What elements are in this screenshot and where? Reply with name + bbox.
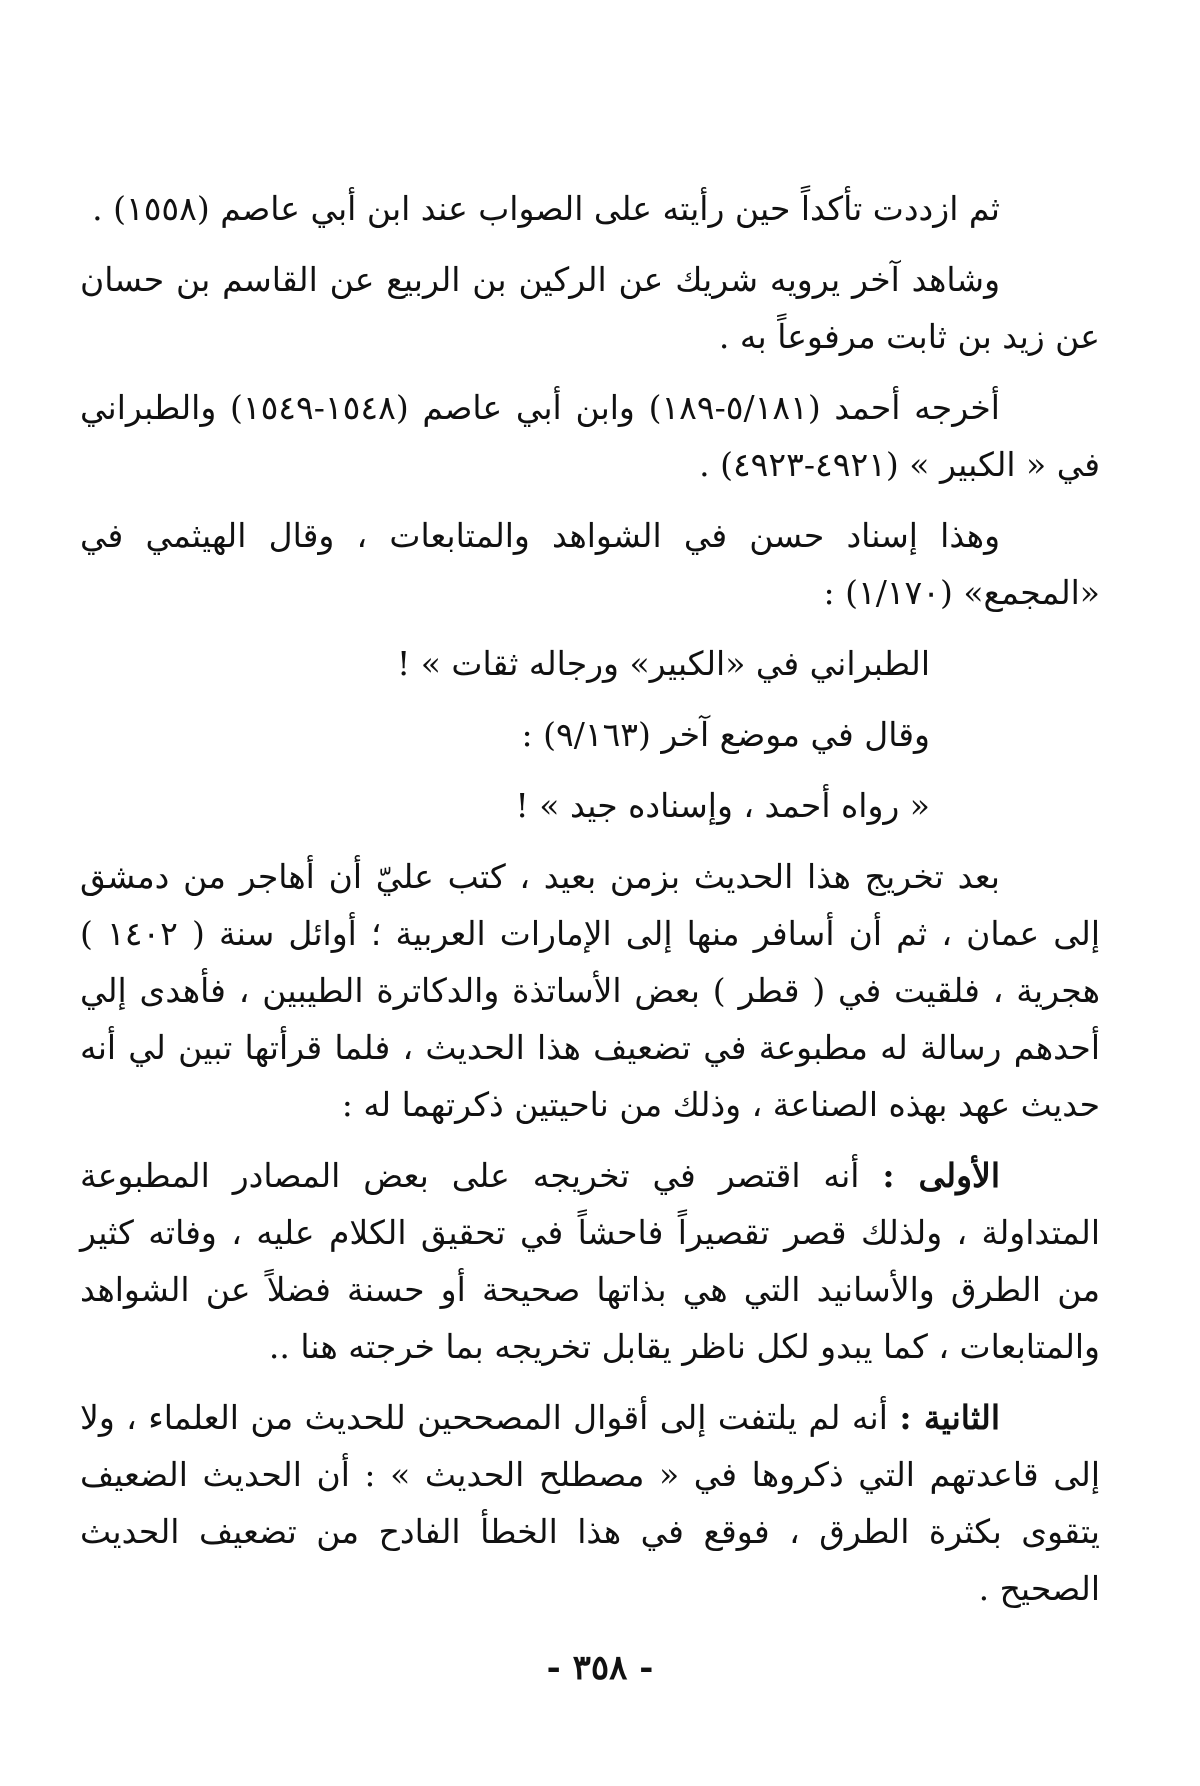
paragraph-text: « رواه أحمد ، وإسناده جيد » ! [515,786,930,825]
paragraph-3 [80,379,1100,493]
paragraph-second-point [80,1389,1100,1617]
paragraph-text: ثم ازددت تأكداً حين رأيته على الصواب عند ابن أبي عاصم (١٥٥٨) . [92,189,1000,228]
paragraph-text: أنه لم يلتفت إلى أقوال المصححين للحديث من العلماء ، ولا إلى قاعدتهم التي ذكروها في « مصطلح الحديث » : أن الحديث الضعيف يتقوى بكثرة الطرق ، فوقع في هذا الخطأ الفادح من تضعيف الحديث الصحيح . [80,1398,1100,1608]
paragraph-lead: الثانية : [899,1398,1001,1437]
paragraph-4 [80,507,1100,621]
page-number: - ٣٥٨ - [546,1648,654,1688]
paragraph-text: وشاهد آخر يرويه شريك عن الركين بن الربيع عن القاسم بن حسان عن زيد بن ثابت مرفوعاً به . [80,260,1100,356]
page-body [80,180,1100,1631]
quote-1 [80,635,1100,692]
paragraph-text: وقال في موضع آخر (٩/١٦٣) : [521,715,930,754]
quote-intro [80,706,1100,763]
paragraph-text: الطبراني في «الكبير» ورجاله ثقات » ! [396,644,930,683]
paragraph-text: أنه اقتصر في تخريجه على بعض المصادر المطبوعة المتداولة ، ولذلك قصر تقصيراً فاحشاً في تحقيق الكلام عليه ، وفاته كثير من الطرق والأسانيد التي هي بذاتها صحيحة أو حسنة فضلاً عن الشواهد والمتابعات ، كما يبدو لكل ناظر يقابل تخريجه بما خرجته هنا .. [80,1156,1100,1366]
paragraph-text: أخرجه أحمد (٥/١٨١-١٨٩) وابن أبي عاصم (١٥٤٨-١٥٤٩) والطبراني في « الكبير » (٤٩٢١-٤٩٢٣) . [80,388,1100,484]
paragraph-first-point [80,1147,1100,1375]
quote-2 [80,777,1100,834]
paragraph-1 [80,180,1100,237]
paragraph-5 [80,848,1100,1133]
paragraph-text: بعد تخريج هذا الحديث بزمن بعيد ، كتب عليّ أن أهاجر من دمشق إلى عمان ، ثم أن أسافر منها إلى الإمارات العربية ؛ أوائل سنة ( ١٤٠٢ ) هجرية ، فلقيت في ( قطر ) بعض الأساتذة والدكاترة الطيبين ، فأهدى إلي أحدهم رسالة له مطبوعة في تضعيف هذا الحديث ، فلما قرأتها تبين لي أنه حديث عهد بهذه الصناعة ، وذلك من ناحيتين ذكرتهما له : [80,857,1100,1124]
paragraph-2 [80,251,1100,365]
paragraph-text: وهذا إسناد حسن في الشواهد والمتابعات ، وقال الهيثمي في «المجمع» (١/١٧٠) : [80,516,1100,612]
paragraph-lead: الأولى : [882,1156,1001,1195]
